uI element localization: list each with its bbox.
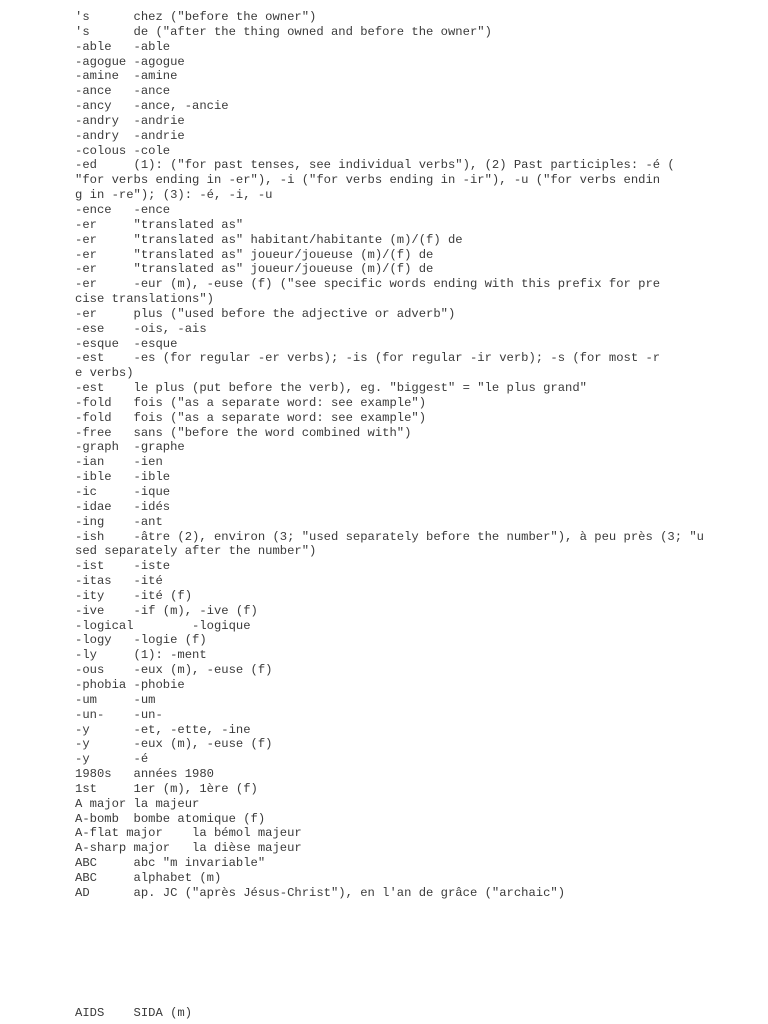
dictionary-line: -er "translated as" joueur/joueuse (m)/(f) de (75, 262, 434, 277)
dictionary-line: -um -um (75, 692, 156, 707)
dictionary-line: -ence -ence (75, 202, 171, 217)
dictionary-line: A-flat major la bémol majeur (75, 826, 302, 841)
dictionary-line: -un- -un- (75, 707, 163, 722)
dictionary-line: -amine -amine (75, 69, 178, 84)
dictionary-line: -ity -ité (f) (75, 588, 193, 603)
dictionary-line: A-bomb bombe atomique (f) (75, 811, 266, 826)
dictionary-line: A major la majeur (75, 796, 200, 811)
dictionary-line: -ous -eux (m), -euse (f) (75, 663, 273, 678)
dictionary-line: -logical -logique (75, 618, 251, 633)
dictionary-line: -y -é (75, 752, 149, 767)
dictionary-line: -andry -andrie (75, 113, 185, 128)
dictionary-line: -ing -ant (75, 514, 163, 529)
dictionary-line: -fold fois ("as a separate word: see example") (75, 410, 427, 425)
dictionary-line: 's chez ("before the owner") (75, 10, 317, 24)
dictionary-line: -ancy -ance, -ancie (75, 99, 229, 114)
dictionary-entries (75, 10, 755, 901)
dictionary-line: -ed (1): ("for past tenses, see individual verbs"), (2) Past participles: -é ( (75, 158, 675, 173)
dictionary-line: -er plus ("used before the adjective or adverb") (75, 306, 456, 321)
dictionary-line: -ive -if (m), -ive (f) (75, 603, 258, 618)
dictionary-line: -er "translated as" joueur/joueuse (m)/(f) de (75, 247, 434, 262)
dictionary-line: -logy -logie (f) (75, 633, 207, 648)
dictionary-line: -ible -ible (75, 470, 171, 485)
dictionary-line: g in -re"); (3): -é, -i, -u (75, 188, 273, 203)
dictionary-line: cise translations") (75, 292, 214, 307)
dictionary-line: -graph -graphe (75, 440, 185, 455)
dictionary-line: -er -eur (m), -euse (f) ("see specific words ending with this prefix for pre (75, 277, 661, 292)
dictionary-line: -able -able (75, 39, 171, 54)
dictionary-line: 1st 1er (m), 1ère (f) (75, 781, 258, 796)
dictionary-line: -er "translated as" (75, 217, 244, 232)
dictionary-line: -est le plus (put before the verb), eg. "biggest" = "le plus grand" (75, 381, 587, 396)
dictionary-line: AD ap. JC ("après Jésus-Christ"), en l'an de grâce ("archaic") (75, 885, 566, 900)
document-page (75, 10, 755, 901)
dictionary-line: -free sans ("before the word combined with") (75, 425, 412, 440)
dictionary-line: -ly (1): -ment (75, 648, 207, 663)
dictionary-line: 's de ("after the thing owned and before the owner") (75, 24, 492, 39)
dictionary-entry-footer: AIDS SIDA (m) (75, 1006, 193, 1020)
dictionary-line: -ese -ois, -ais (75, 321, 207, 336)
dictionary-line: "for verbs ending in -er"), -i ("for verbs ending in -ir"), -u ("for verbs endin (75, 173, 661, 188)
dictionary-line: A-sharp major la dièse majeur (75, 841, 302, 856)
dictionary-line: -ic -ique (75, 485, 171, 499)
dictionary-line: -esque -esque (75, 336, 178, 351)
dictionary-line: -y -eux (m), -euse (f) (75, 737, 273, 752)
dictionary-line: -colous -cole (75, 143, 171, 158)
dictionary-line: -fold fois ("as a separate word: see example") (75, 395, 427, 410)
dictionary-line: 1980s années 1980 (75, 767, 214, 782)
dictionary-line: -agogue -agogue (75, 54, 185, 69)
dictionary-line: e verbs) (75, 366, 134, 381)
dictionary-line: -andry -andrie (75, 128, 185, 143)
dictionary-line: -ance -ance (75, 84, 171, 99)
dictionary-line: ABC alphabet (m) (75, 870, 222, 885)
dictionary-line: -itas -ité (75, 574, 163, 589)
dictionary-line: sed separately after the number") (75, 544, 317, 559)
dictionary-line: -ian -ien (75, 455, 163, 470)
dictionary-line: -y -et, -ette, -ine (75, 722, 251, 737)
dictionary-line: -est -es (for regular -er verbs); -is (for regular -ir verb); -s (for most -r (75, 351, 661, 366)
dictionary-line: -phobia -phobie (75, 677, 185, 692)
dictionary-line: -er "translated as" habitant/habitante (m)/(f) de (75, 232, 463, 247)
dictionary-line: -ist -iste (75, 559, 171, 574)
dictionary-line: -ish -âtre (2), environ (3; "used separately before the number"), à peu près (3; "u (75, 529, 704, 544)
dictionary-line: -idae -idés (75, 499, 171, 514)
dictionary-line: ABC abc "m invariable" (75, 856, 266, 871)
